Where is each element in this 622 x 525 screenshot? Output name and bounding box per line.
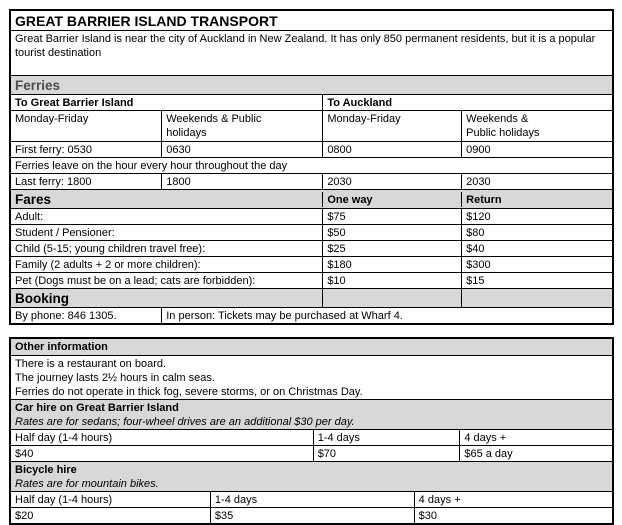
car-hire-section-row bbox=[11, 399, 612, 429]
fare-label: Pet (Dogs must be on a lead; cats are forbidden): bbox=[15, 275, 256, 287]
booking-in-person: In person: Tickets may be purchased at Wharf 4. bbox=[161, 308, 612, 323]
car-hire-col-header-1-4-days: 1-4 days bbox=[313, 430, 460, 445]
hourly-note-row bbox=[11, 157, 612, 173]
fare-row-student bbox=[11, 224, 612, 240]
fare-label: Child (5-15; young children travel free): bbox=[15, 243, 206, 255]
last-ferry-row bbox=[11, 173, 612, 189]
fare-label: Family (2 adults + 2 or more children): bbox=[15, 259, 201, 271]
intro-row bbox=[11, 30, 612, 75]
page-title: GREAT BARRIER ISLAND TRANSPORT bbox=[15, 13, 278, 29]
ferry-col-header-auckland-weekday: Monday-Friday bbox=[322, 111, 461, 141]
return-column-header: Return bbox=[461, 192, 612, 207]
other-info-body-row bbox=[11, 355, 612, 399]
bicycle-hire-price-1-4-days: $35 bbox=[210, 508, 414, 523]
first-ferry-auckland-weekday: 0800 bbox=[322, 142, 461, 157]
last-ferry-auckland-weekend: 2030 bbox=[461, 174, 612, 189]
fare-label: Adult: bbox=[15, 211, 44, 223]
car-hire-price-half-day: $40 bbox=[15, 448, 34, 460]
booking-detail-row bbox=[11, 307, 612, 323]
bicycle-hire-duration-row bbox=[11, 491, 612, 507]
car-hire-col-header-half-day: Half day (1-4 hours) bbox=[15, 432, 113, 444]
first-ferry-island-weekday: First ferry: 0530 bbox=[15, 144, 93, 156]
car-hire-note: Rates are for sedans; four-wheel drives are an additional $30 per day. bbox=[15, 416, 355, 428]
fare-row-family bbox=[11, 256, 612, 272]
first-ferry-auckland-weekend: 0900 bbox=[461, 142, 612, 157]
to-auckland-header: To Auckland bbox=[322, 95, 612, 110]
other-info-section-row bbox=[11, 339, 612, 355]
intro-text: Great Barrier Island is near the city of Auckland in New Zealand. It has only 850 permanent residents, but it is a popular tourist destination bbox=[15, 33, 596, 59]
bicycle-hire-price-row bbox=[11, 507, 612, 523]
fare-one-way: $25 bbox=[322, 241, 461, 256]
bicycle-hire-section-row bbox=[11, 461, 612, 491]
ferries-section-header: Ferries bbox=[15, 78, 61, 93]
fare-label: Student / Pensioner: bbox=[15, 227, 115, 239]
ferry-col-header-island-weekday: Monday-Friday bbox=[15, 113, 89, 125]
fare-return: $15 bbox=[461, 273, 612, 288]
hourly-note: Ferries leave on the hour every hour throughout the day bbox=[15, 160, 288, 172]
ferry-col-header-auckland-weekend: Weekends & Public holidays bbox=[461, 111, 612, 141]
last-ferry-island-weekend: 1800 bbox=[161, 174, 322, 189]
fare-return: $300 bbox=[461, 257, 612, 272]
booking-section-header: Booking bbox=[15, 291, 69, 306]
car-hire-header-cell bbox=[11, 400, 612, 429]
other-info-lines bbox=[11, 356, 612, 399]
title-row bbox=[11, 11, 612, 30]
other-info-line: The journey lasts 2½ hours in calm seas. bbox=[15, 372, 215, 384]
bicycle-hire-col-header-half-day: Half day (1-4 hours) bbox=[15, 494, 113, 506]
fare-one-way: $10 bbox=[322, 273, 461, 288]
fares-section-row bbox=[11, 189, 612, 208]
bicycle-hire-price-4-days-plus: $30 bbox=[414, 508, 612, 523]
first-ferry-island-weekend: 0630 bbox=[161, 142, 322, 157]
bicycle-hire-price-half-day: $20 bbox=[15, 510, 34, 522]
ferries-section-row bbox=[11, 75, 612, 94]
booking-phone: By phone: 846 1305. bbox=[15, 310, 117, 322]
ferry-direction-row bbox=[11, 94, 612, 110]
other-information-table bbox=[9, 337, 614, 525]
fare-row-adult bbox=[11, 208, 612, 224]
one-way-column-header: One way bbox=[322, 192, 461, 207]
transport-table bbox=[9, 9, 614, 325]
last-ferry-auckland-weekday: 2030 bbox=[322, 174, 461, 189]
fare-one-way: $75 bbox=[322, 209, 461, 224]
fare-return: $40 bbox=[461, 241, 612, 256]
to-island-header: To Great Barrier Island bbox=[15, 97, 134, 109]
fares-section-header: Fares bbox=[15, 192, 52, 207]
bicycle-hire-note: Rates are for mountain bikes. bbox=[15, 478, 159, 490]
ferry-day-header-row bbox=[11, 110, 612, 141]
last-ferry-island-weekday: Last ferry: 1800 bbox=[15, 176, 92, 188]
bicycle-hire-col-header-1-4-days: 1-4 days bbox=[210, 492, 414, 507]
first-ferry-row bbox=[11, 141, 612, 157]
other-info-line: Ferries do not operate in thick fog, severe storms, or on Christmas Day. bbox=[15, 386, 363, 398]
bicycle-hire-col-header-4-days-plus: 4 days + bbox=[414, 492, 612, 507]
car-hire-price-1-4-days: $70 bbox=[313, 446, 460, 461]
fare-row-child bbox=[11, 240, 612, 256]
car-hire-price-4-days-plus: $65 a day bbox=[459, 446, 612, 461]
booking-empty-cell bbox=[322, 289, 461, 307]
booking-empty-cell bbox=[461, 289, 612, 307]
fare-return: $80 bbox=[461, 225, 612, 240]
booking-section-row bbox=[11, 288, 612, 307]
bicycle-hire-header-cell bbox=[11, 462, 612, 491]
other-info-header: Other information bbox=[15, 341, 108, 353]
ferry-col-header-island-weekend: Weekends & Public holidays bbox=[161, 111, 322, 141]
car-hire-price-row bbox=[11, 445, 612, 461]
fare-row-pet bbox=[11, 272, 612, 288]
bicycle-hire-header: Bicycle hire bbox=[15, 464, 77, 476]
fare-one-way: $50 bbox=[322, 225, 461, 240]
fare-return: $120 bbox=[461, 209, 612, 224]
car-hire-duration-row bbox=[11, 429, 612, 445]
other-info-line: There is a restaurant on board. bbox=[15, 358, 167, 370]
car-hire-col-header-4-days-plus: 4 days + bbox=[459, 430, 612, 445]
car-hire-header: Car hire on Great Barrier Island bbox=[15, 402, 179, 414]
fare-one-way: $180 bbox=[322, 257, 461, 272]
